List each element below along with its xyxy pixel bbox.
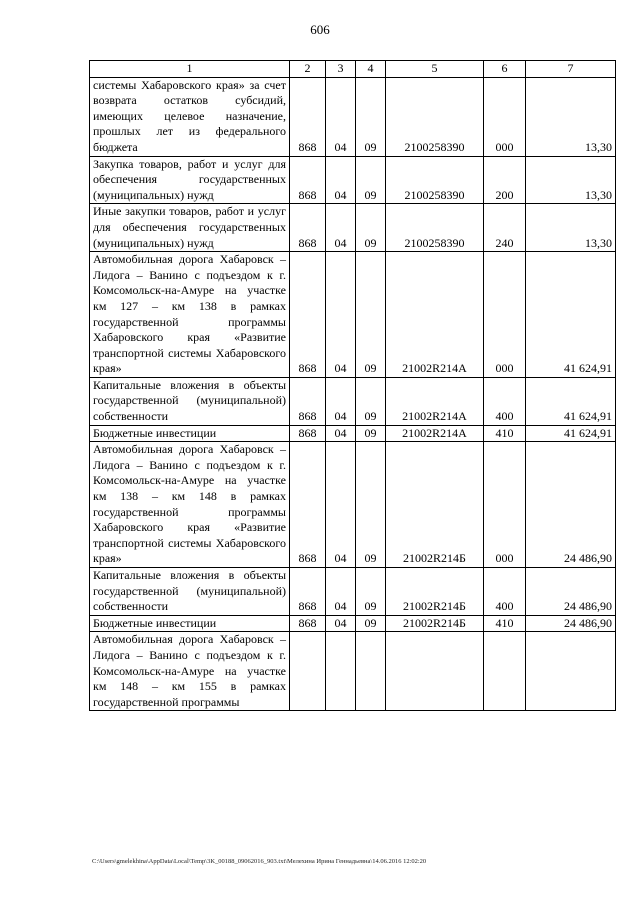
ministry-code: 868 <box>290 204 326 252</box>
section-code: 04 <box>326 377 356 425</box>
amount <box>526 632 616 711</box>
ministry-code: 868 <box>290 425 326 442</box>
section-code: 04 <box>326 204 356 252</box>
table-header-row <box>90 61 616 78</box>
row-description: Автомобильная дорога Хабаровск – Лидога – Ванино с подъездом к г. Комсомольск-на-Амуре на участке км 127 – км 138 в рамках государственной программы Хабаровского края «Развитие транспортной системы Хабаровского края» <box>90 252 290 378</box>
row-description: Бюджетные инвестиции <box>90 425 290 442</box>
expense-type-code: 410 <box>484 615 526 632</box>
target-article-code: 2100258390 <box>386 77 484 156</box>
row-description: Бюджетные инвестиции <box>90 615 290 632</box>
expense-type-code: 000 <box>484 442 526 568</box>
header-cell: 1 <box>90 61 290 78</box>
ministry-code: 868 <box>290 568 326 616</box>
table-row <box>90 568 616 616</box>
table-row <box>90 377 616 425</box>
ministry-code: 868 <box>290 377 326 425</box>
expense-type-code <box>484 632 526 711</box>
subsection-code <box>356 632 386 711</box>
section-code: 04 <box>326 615 356 632</box>
row-description: Капитальные вложения в объекты государственной (муниципальной) собственности <box>90 568 290 616</box>
target-article-code: 2100258390 <box>386 204 484 252</box>
header-cell: 3 <box>326 61 356 78</box>
subsection-code: 09 <box>356 615 386 632</box>
subsection-code: 09 <box>356 442 386 568</box>
target-article-code: 21002R214Б <box>386 568 484 616</box>
target-article-code: 2100258390 <box>386 156 484 204</box>
header-cell: 6 <box>484 61 526 78</box>
expense-type-code: 200 <box>484 156 526 204</box>
row-description: системы Хабаровского края» за счет возврата остатков субсидий, имеющих целевое назначение, прошлых лет из федерального бюджета <box>90 77 290 156</box>
ministry-code <box>290 632 326 711</box>
table-row <box>90 615 616 632</box>
amount: 13,30 <box>526 204 616 252</box>
row-description: Иные закупки товаров, работ и услуг для обеспечения государственных (муниципальных) нужд <box>90 204 290 252</box>
section-code: 04 <box>326 252 356 378</box>
section-code: 04 <box>326 568 356 616</box>
target-article-code: 21002R214А <box>386 425 484 442</box>
amount: 24 486,90 <box>526 615 616 632</box>
expense-type-code: 000 <box>484 77 526 156</box>
section-code: 04 <box>326 77 356 156</box>
subsection-code: 09 <box>356 377 386 425</box>
amount: 41 624,91 <box>526 377 616 425</box>
subsection-code: 09 <box>356 425 386 442</box>
header-cell: 5 <box>386 61 484 78</box>
target-article-code <box>386 632 484 711</box>
file-path-footer: C:\Users\gmelekhina\AppData\Local\Temp\3K_00188_09062016_903.txt\Мелехина Ирина Геннадьевна\14.06.2016 12:02:20 <box>92 858 427 865</box>
target-article-code: 21002R214А <box>386 377 484 425</box>
subsection-code: 09 <box>356 568 386 616</box>
section-code: 04 <box>326 156 356 204</box>
table-row <box>90 425 616 442</box>
expense-type-code: 410 <box>484 425 526 442</box>
table-row <box>90 77 616 156</box>
amount: 41 624,91 <box>526 252 616 378</box>
ministry-code: 868 <box>290 77 326 156</box>
page-number: 606 <box>310 22 330 37</box>
expense-type-code: 400 <box>484 568 526 616</box>
section-code: 04 <box>326 442 356 568</box>
expense-type-code: 000 <box>484 252 526 378</box>
header-cell: 7 <box>526 61 616 78</box>
subsection-code: 09 <box>356 252 386 378</box>
row-description: Закупка товаров, работ и услуг для обеспечения государственных (муниципальных) нужд <box>90 156 290 204</box>
subsection-code: 09 <box>356 156 386 204</box>
target-article-code: 21002R214Б <box>386 615 484 632</box>
ministry-code: 868 <box>290 442 326 568</box>
target-article-code: 21002R214А <box>386 252 484 378</box>
budget-table <box>89 60 616 711</box>
table-row <box>90 156 616 204</box>
amount: 13,30 <box>526 77 616 156</box>
expense-type-code: 400 <box>484 377 526 425</box>
subsection-code: 09 <box>356 77 386 156</box>
amount: 24 486,90 <box>526 442 616 568</box>
section-code <box>326 632 356 711</box>
amount: 13,30 <box>526 156 616 204</box>
header-cell: 4 <box>356 61 386 78</box>
table-row <box>90 442 616 568</box>
ministry-code: 868 <box>290 615 326 632</box>
expense-type-code: 240 <box>484 204 526 252</box>
table-row <box>90 204 616 252</box>
subsection-code: 09 <box>356 204 386 252</box>
row-description: Капитальные вложения в объекты государственной (муниципальной) собственности <box>90 377 290 425</box>
ministry-code: 868 <box>290 156 326 204</box>
target-article-code: 21002R214Б <box>386 442 484 568</box>
table-row <box>90 632 616 711</box>
section-code: 04 <box>326 425 356 442</box>
ministry-code: 868 <box>290 252 326 378</box>
amount: 41 624,91 <box>526 425 616 442</box>
amount: 24 486,90 <box>526 568 616 616</box>
row-description: Автомобильная дорога Хабаровск – Лидога – Ванино с подъездом к г. Комсомольск-на-Амуре на участке км 138 – км 148 в рамках государственной программы Хабаровского края «Развитие транспортной системы Хабаровского края» <box>90 442 290 568</box>
table-row <box>90 252 616 378</box>
row-description: Автомобильная дорога Хабаровск – Лидога – Ванино с подъездом к г. Комсомольск-на-Амуре на участке км 148 – км 155 в рамках государственной программы <box>90 632 290 711</box>
header-cell: 2 <box>290 61 326 78</box>
